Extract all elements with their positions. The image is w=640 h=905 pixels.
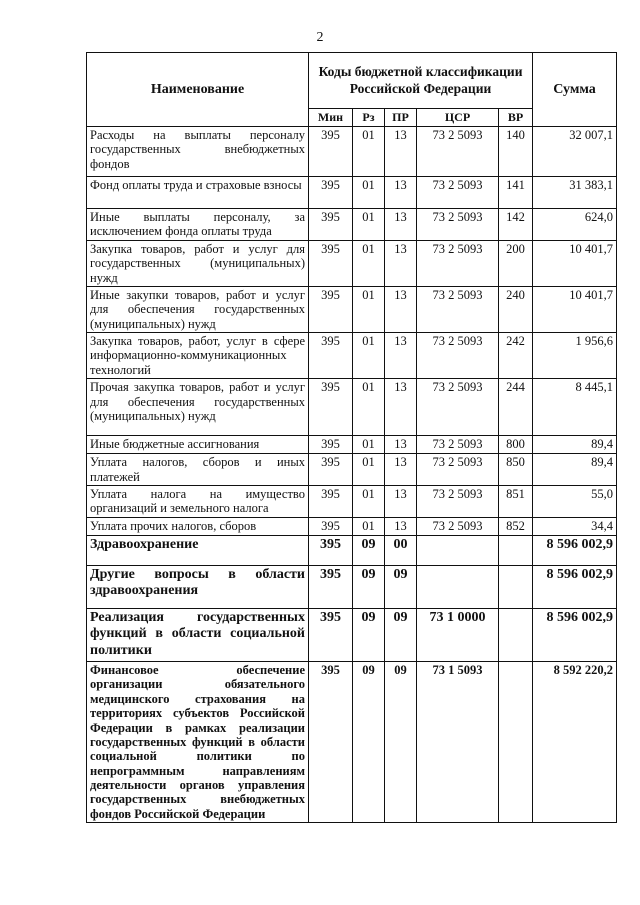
- row-csr: 73 2 5093: [417, 240, 499, 286]
- table-row: [87, 608, 617, 661]
- header-rz: Рз: [353, 109, 385, 127]
- table-row: [87, 177, 617, 209]
- row-csr: 73 2 5093: [417, 209, 499, 241]
- row-csr: 73 2 5093: [417, 286, 499, 332]
- row-min: 395: [309, 240, 353, 286]
- row-sum: 32 007,1: [533, 127, 617, 177]
- row-vr: [499, 608, 533, 661]
- row-vr: 852: [499, 517, 533, 535]
- row-rz: 09: [353, 565, 385, 608]
- row-min: 395: [309, 209, 353, 241]
- table-row: [87, 240, 617, 286]
- row-sum: 10 401,7: [533, 286, 617, 332]
- row-name: Уплата налогов, сборов и иных платежей: [87, 454, 309, 486]
- row-csr: 73 2 5093: [417, 485, 499, 517]
- table-row: [87, 209, 617, 241]
- table-row: [87, 436, 617, 454]
- row-csr: 73 2 5093: [417, 517, 499, 535]
- row-name: Финансовое обеспечение организации обязательного медицинского страхования на территориях субъектов Российской Федерации в рамках реализации государственных функций в области социальной политики по непрограммным направлениям деятельности органов управления государственных внебюджетных фондов Российской Федерации: [87, 662, 309, 823]
- row-pr: 09: [385, 662, 417, 823]
- row-vr: 141: [499, 177, 533, 209]
- row-name: Здравоохранение: [87, 535, 309, 565]
- table-body: [87, 127, 617, 823]
- row-name: Расходы на выплаты персоналу государственных внебюджетных фондов: [87, 127, 309, 177]
- header-vr: ВР: [499, 109, 533, 127]
- row-rz: 01: [353, 286, 385, 332]
- header-pr: ПР: [385, 109, 417, 127]
- row-pr: 13: [385, 240, 417, 286]
- row-min: 395: [309, 286, 353, 332]
- row-name: Закупка товаров, работ и услуг для государственных (муниципальных) нужд: [87, 240, 309, 286]
- row-name: Прочая закупка товаров, работ и услуг для обеспечения государственных (муниципальных) нужд: [87, 379, 309, 436]
- row-csr: [417, 565, 499, 608]
- row-rz: 09: [353, 535, 385, 565]
- row-vr: 140: [499, 127, 533, 177]
- row-sum: 31 383,1: [533, 177, 617, 209]
- row-min: 395: [309, 177, 353, 209]
- row-min: 395: [309, 662, 353, 823]
- row-min: 395: [309, 436, 353, 454]
- row-rz: 01: [353, 127, 385, 177]
- table-row: [87, 565, 617, 608]
- row-vr: 142: [499, 209, 533, 241]
- row-name: Другие вопросы в области здравоохранения: [87, 565, 309, 608]
- row-rz: 09: [353, 662, 385, 823]
- header-codes: Коды бюджетной классификации Российской Федерации: [309, 53, 533, 109]
- row-min: 395: [309, 333, 353, 379]
- row-min: 395: [309, 565, 353, 608]
- table-row: [87, 517, 617, 535]
- header-sum: Сумма: [533, 53, 617, 127]
- row-sum: 10 401,7: [533, 240, 617, 286]
- row-min: 395: [309, 127, 353, 177]
- row-vr: 240: [499, 286, 533, 332]
- row-vr: 850: [499, 454, 533, 486]
- row-min: 395: [309, 379, 353, 436]
- row-min: 395: [309, 517, 353, 535]
- row-sum: 8 596 002,9: [533, 535, 617, 565]
- row-vr: [499, 662, 533, 823]
- row-pr: 09: [385, 608, 417, 661]
- row-name: Уплата прочих налогов, сборов: [87, 517, 309, 535]
- row-sum: 89,4: [533, 454, 617, 486]
- row-csr: 73 2 5093: [417, 436, 499, 454]
- row-vr: 244: [499, 379, 533, 436]
- table-row: [87, 535, 617, 565]
- row-csr: 73 2 5093: [417, 379, 499, 436]
- row-min: 395: [309, 454, 353, 486]
- row-pr: 13: [385, 485, 417, 517]
- row-sum: 55,0: [533, 485, 617, 517]
- row-name: Иные выплаты персоналу, за исключением фонда оплаты труда: [87, 209, 309, 241]
- row-vr: 242: [499, 333, 533, 379]
- row-min: 395: [309, 535, 353, 565]
- table-row: [87, 662, 617, 823]
- header-name: Наименование: [87, 53, 309, 127]
- table-row: [87, 485, 617, 517]
- row-pr: 09: [385, 565, 417, 608]
- header-min: Мин: [309, 109, 353, 127]
- row-rz: 01: [353, 379, 385, 436]
- row-sum: 8 596 002,9: [533, 608, 617, 661]
- row-pr: 13: [385, 436, 417, 454]
- page-number: 2: [316, 30, 324, 45]
- row-name: Реализация государственных функций в области социальной политики: [87, 608, 309, 661]
- row-rz: 01: [353, 209, 385, 241]
- row-min: 395: [309, 608, 353, 661]
- row-csr: 73 2 5093: [417, 333, 499, 379]
- table-row: [87, 379, 617, 436]
- row-rz: 01: [353, 517, 385, 535]
- row-csr: [417, 535, 499, 565]
- row-pr: 13: [385, 127, 417, 177]
- row-sum: 1 956,6: [533, 333, 617, 379]
- row-pr: 13: [385, 177, 417, 209]
- row-vr: [499, 565, 533, 608]
- row-name: Иные бюджетные ассигнования: [87, 436, 309, 454]
- header-csr: ЦСР: [417, 109, 499, 127]
- row-sum: 34,4: [533, 517, 617, 535]
- row-min: 395: [309, 485, 353, 517]
- table-row: [87, 333, 617, 379]
- row-sum: 624,0: [533, 209, 617, 241]
- row-name: Закупка товаров, работ, услуг в сфере информационно-коммуникационных технологий: [87, 333, 309, 379]
- row-vr: [499, 535, 533, 565]
- row-vr: 200: [499, 240, 533, 286]
- row-pr: 00: [385, 535, 417, 565]
- row-pr: 13: [385, 333, 417, 379]
- table-row: [87, 286, 617, 332]
- row-rz: 01: [353, 240, 385, 286]
- row-sum: 8 592 220,2: [533, 662, 617, 823]
- row-sum: 8 596 002,9: [533, 565, 617, 608]
- row-csr: 73 2 5093: [417, 454, 499, 486]
- row-rz: 01: [353, 333, 385, 379]
- row-csr: 73 2 5093: [417, 127, 499, 177]
- row-rz: 01: [353, 485, 385, 517]
- budget-table: [86, 52, 617, 823]
- row-name: Уплата налога на имущество организаций и земельного налога: [87, 485, 309, 517]
- row-pr: 13: [385, 379, 417, 436]
- row-pr: 13: [385, 209, 417, 241]
- row-name: Иные закупки товаров, работ и услуг для обеспечения государственных (муниципальных) нужд: [87, 286, 309, 332]
- row-sum: 8 445,1: [533, 379, 617, 436]
- row-pr: 13: [385, 286, 417, 332]
- row-vr: 851: [499, 485, 533, 517]
- row-vr: 800: [499, 436, 533, 454]
- row-csr: 73 1 0000: [417, 608, 499, 661]
- table-row: [87, 127, 617, 177]
- row-pr: 13: [385, 517, 417, 535]
- table-row: [87, 454, 617, 486]
- row-rz: 01: [353, 436, 385, 454]
- row-csr: 73 1 5093: [417, 662, 499, 823]
- row-name: Фонд оплаты труда и страховые взносы: [87, 177, 309, 209]
- row-sum: 89,4: [533, 436, 617, 454]
- row-rz: 01: [353, 177, 385, 209]
- row-pr: 13: [385, 454, 417, 486]
- row-csr: 73 2 5093: [417, 177, 499, 209]
- row-rz: 09: [353, 608, 385, 661]
- row-rz: 01: [353, 454, 385, 486]
